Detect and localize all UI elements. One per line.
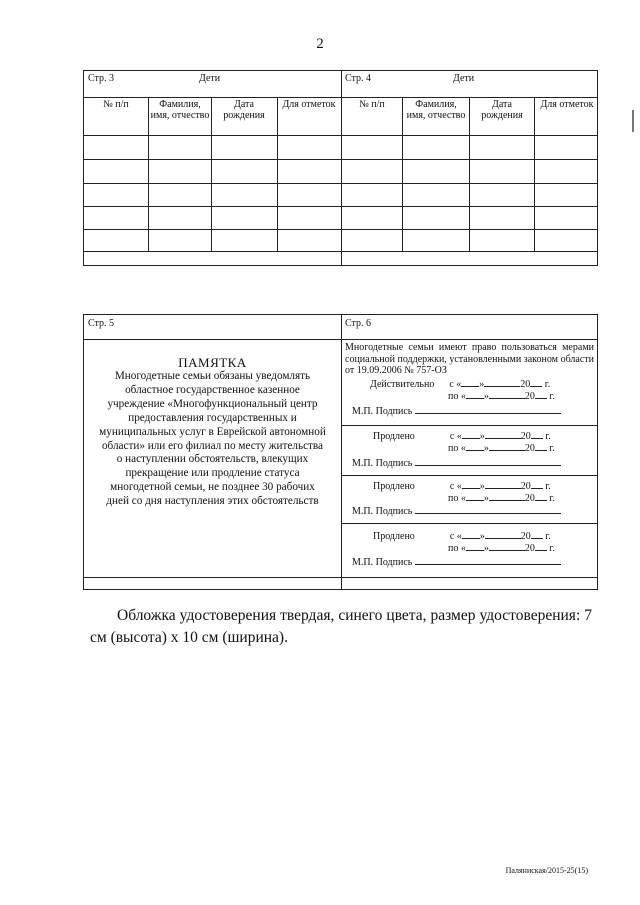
page-label-3: Стр. 3 — [88, 73, 115, 84]
signature-row-2: М.П. Подпись — [352, 456, 561, 469]
memo-bottom-line — [84, 577, 597, 578]
extended-to-row-2: по « » 20 г. — [448, 493, 555, 504]
rights-text: Многодетные семьи имеют право пользоваться мерами социальной поддержки, установленными законом области от 19.09.2006 № 757-ОЗ — [345, 342, 594, 376]
table-row — [84, 251, 597, 252]
memo-divider — [341, 315, 342, 589]
scan-artifact — [632, 110, 634, 132]
memo-text: Многодетные семьи обязаны уведомлять областное государственное казенное учреждение «Многофункциональный центр предоставления государственных и муниципальных услуг в Еврейской автономной области» или его филиал по месту жительства о наступлении обстоятельств, влекущих прекращение или продление статуса многодетной семьи, не позднее 30 рабочих дней со дня наступления этих обстоятельств — [99, 370, 326, 508]
col-number-right: № п/п — [359, 99, 385, 110]
signature-row-4: М.П. Подпись — [352, 555, 561, 568]
extended-row-3: Продлено с « » 20 г. — [373, 531, 551, 542]
table-row — [84, 206, 597, 207]
col-name-left: Фамилия, имя, отчество — [150, 99, 210, 121]
col-notes-left: Для отметок — [282, 99, 336, 110]
validity-valid-row: Действительно с « » 20 г. — [370, 379, 551, 390]
table-row — [84, 229, 597, 230]
extended-to-row-1: по « » 20 г. — [448, 443, 555, 454]
col-birthdate-right: Дата рождения — [481, 99, 523, 121]
memo-header-line — [84, 339, 597, 340]
extended-row-2: Продлено с « » 20 г. — [373, 481, 551, 492]
table-row — [84, 159, 597, 160]
signature-row-3: М.П. Подпись — [352, 504, 561, 517]
children-title-left: Дети — [199, 73, 221, 84]
validity-valid-to-row: по « » 20 г. — [448, 391, 555, 402]
memo-section — [83, 314, 598, 590]
header-line — [84, 97, 597, 98]
table-row — [84, 183, 597, 184]
page-label-6: Стр. 6 — [345, 318, 372, 329]
page-label-5: Стр. 5 — [88, 318, 115, 329]
extended-row-1: Продлено с « » 20 г. — [373, 431, 551, 442]
signature-row-1: М.П. Подпись — [352, 404, 561, 417]
col-name-right: Фамилия, имя, отчество — [406, 99, 466, 121]
footer-code: Паляниская/2015-25(15) — [505, 866, 588, 875]
col-notes-right: Для отметок — [540, 99, 594, 110]
page-label-4: Стр. 4 — [345, 73, 372, 84]
cover-description: Обложка удостоверения твердая, синего цвета, размер удостоверения: 7 см (высота) х 10 см (ширина). — [90, 607, 592, 646]
table-row — [84, 135, 597, 136]
col-number-left: № п/п — [103, 99, 129, 110]
col-birthdate-left: Дата рождения — [223, 99, 265, 121]
extended-to-row-3: по « » 20 г. — [448, 543, 555, 554]
children-table — [83, 70, 598, 266]
page-number: 2 — [316, 36, 324, 52]
children-title-right: Дети — [453, 73, 475, 84]
memo-title: ПАМЯТКА — [178, 355, 247, 370]
